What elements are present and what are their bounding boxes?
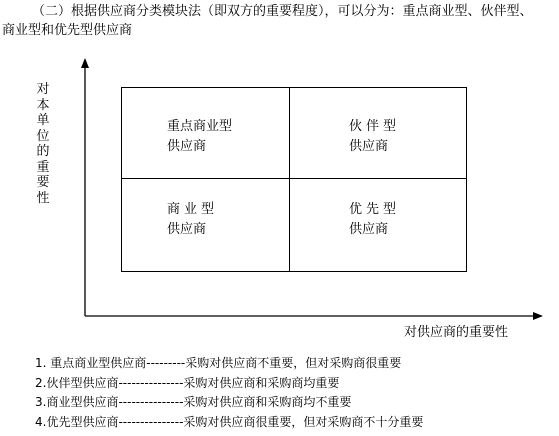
y-axis-arrow-icon bbox=[81, 58, 89, 68]
x-axis-label: 对供应商的重要性 bbox=[404, 325, 509, 340]
matrix-vertical-divider bbox=[289, 88, 290, 271]
matrix-cell-commercial bbox=[167, 200, 218, 240]
cell-title: 商业型 bbox=[167, 202, 219, 217]
matrix-cell-preferred bbox=[349, 200, 400, 240]
supplier-matrix bbox=[121, 87, 467, 272]
cell-subtitle: 供应商 bbox=[167, 139, 207, 154]
cell-title: 伙伴型 bbox=[349, 119, 401, 134]
cell-subtitle: 供应商 bbox=[349, 222, 389, 237]
intro-line-2: 商业型和优先型供应商 bbox=[2, 23, 133, 38]
matrix-horizontal-divider bbox=[122, 178, 466, 179]
cell-title: 重点商业型 bbox=[167, 119, 233, 134]
y-axis-label: 对本单位的重要性 bbox=[36, 82, 50, 206]
legend-item: 3.商业型供应商---------------采购对供应商和采购商均不重要 bbox=[35, 395, 352, 409]
matrix-cell-partner bbox=[349, 117, 400, 157]
intro-line-1: （二）根据供应商分类模块法（即双方的重要程度），可以分为：重点商业型、伙伴型、 bbox=[32, 4, 533, 19]
legend-item: 1. 重点商业型供应商---------采购对供应商不重要，但对采购商很重要 bbox=[35, 356, 402, 370]
cell-subtitle: 供应商 bbox=[349, 139, 389, 154]
matrix-cell-key-commercial bbox=[167, 117, 232, 157]
legend-item: 2.伙伴型供应商---------------采购对供应商和采购商均重要 bbox=[35, 375, 340, 390]
legend-list bbox=[35, 354, 423, 432]
cell-subtitle: 供应商 bbox=[167, 222, 207, 237]
legend-item: 4.优先型供应商---------------采购对供应商很重要，但对采购商不十分重要 bbox=[35, 414, 424, 429]
cell-title: 优先型 bbox=[349, 202, 401, 217]
x-axis-arrow-icon bbox=[533, 312, 543, 320]
